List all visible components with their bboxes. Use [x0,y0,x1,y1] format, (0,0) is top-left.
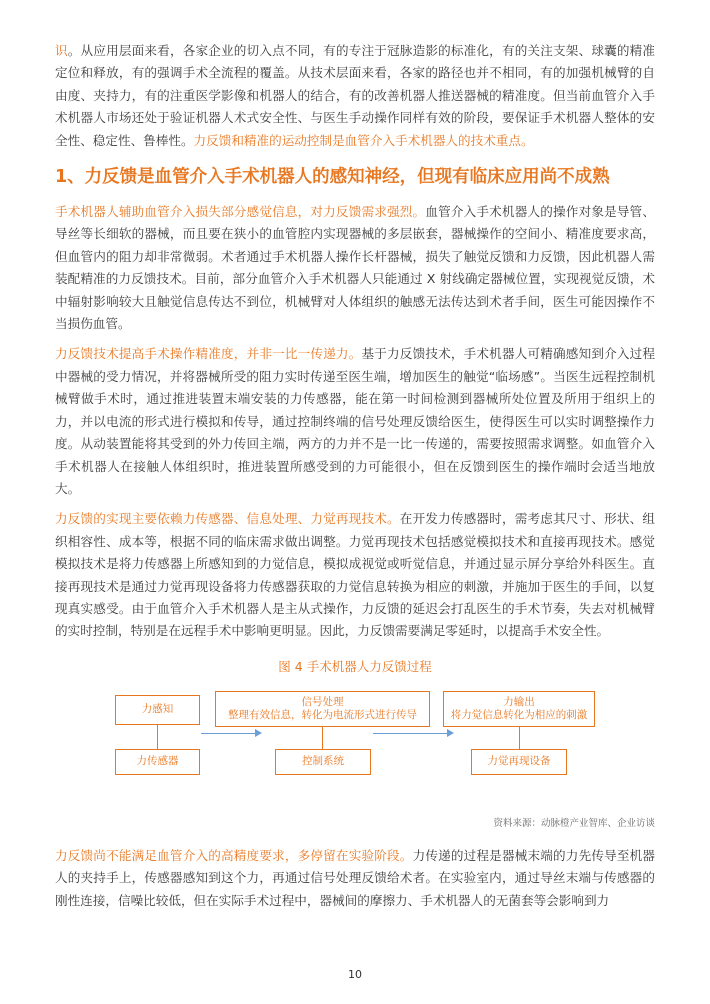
page-number: 10 [348,968,362,981]
connector-line [519,727,520,749]
arrow-line [373,733,447,734]
continued-char: 识 [55,43,68,58]
section-heading: 1、力反馈是血管介入手术机器人的感知神经，但现有临床应用尚不成熟 [55,167,610,188]
box-signal-processing [215,691,430,727]
paragraph-text: 在开发力传感器时，需考虑其尺寸、形状、组织相容性、成本等，根据不同的临床需求做出调整。力觉再现技术包括感觉模拟技术和直接再现技术。感觉模拟技术是将力传感器上所感知到的力觉信息，模拟成视觉或听觉信息，并通过显示屏分享给外科医生。直接再现技术是通过力觉再现设备将力传感器获取的力觉信息转换为相应的刺激，并施加于医生的手间，以复现真实感受。由于血管介入手术机器人是主从式操作，力反馈的延迟会打乱医生的手术节奏，失去对机械臂的实时控制，特别是在远程手术中影响更明显。因此，力反馈需要满足零延时，以提高手术安全性。 [55,511,656,639]
arrow-head-icon [255,729,262,737]
box-output-title: 力输出 [503,695,535,708]
connector-line [322,727,323,749]
paragraph-lead: 力反馈尚不能满足血管介入的高精度要求，多停留在实验阶段。 [55,847,413,863]
box-signal-title: 信号处理 [301,695,344,708]
arrow-line [201,733,255,734]
paragraph-intro [55,40,655,152]
box-force-sensor: 力传感器 [115,749,200,775]
paragraph-lead: 手术机器人辅助血管介入损失部分感觉信息，对力反馈需求强烈。 [55,204,426,220]
box-haptic-device: 力觉再现设备 [471,749,567,775]
paragraph-5 [55,845,655,912]
paragraph-text: 力传递的过程是器械末端的力先传导至机器人的夹持手上，传感器感知到这个力，再通过信号处理反馈给术者。在实验室内，通过导丝末端与传感器的刚性连接，信噪比较低，但在实际手术过程中，器械间的摩擦力、手术机器人的无菌套等会影响到力 [55,847,656,908]
paragraph-2 [55,201,655,335]
box-signal-desc: 整理有效信息，转化为电流形式进行传导 [228,708,417,721]
paragraph-3 [55,343,655,500]
highlight-sentence: 力反馈和精准的运动控制是血管介入手术机器人的技术重点。 [193,132,534,148]
box-force-output [443,691,595,727]
paragraph-text: 。从应用层面来看，各家企业的切入点不同，有的专注于冠脉造影的标准化，有的关注支架、球囊的精准定位和释放，有的强调手术全流程的覆盖。从技术层面来看，各家的路径也并不相同，有的加强机械臂的自由度、夹持力，有的注重医学影像和机器人的结合，有的改善机器人推送器械的精准度。但当前血管介入手术机器人市场还处于验证机器人术式安全性、与医生手动操作同样有效的阶段，要保证手术机器人整体的安全性、稳定性、鲁棒性。 [55,43,656,148]
figure-title: 图 4 手术机器人力反馈过程 [278,658,432,674]
paragraph-lead: 力反馈的实现主要依赖力传感器、信息处理、力觉再现技术。 [55,511,400,527]
paragraph-lead: 力反馈技术提高手术操作精准度，并非一比一传递力。 [55,346,362,362]
connector-line [157,725,158,749]
paragraph-4 [55,508,655,642]
figure-source: 资料来源：动脉橙产业智库、企业访谈 [493,817,655,829]
paragraph-text: 基于力反馈技术，手术机器人可精确感知到介入过程中器械的受力情况，并将器械所受的阻力实时传递至医生端，增加医生的触觉“临场感”。当医生远程控制机械臂做手术时，通过推进装置末端安装的力传感器，能在第一时间检测到器械所处位置及所用于组织上的力，并以电流的形式进行模拟和传导，通过控制终端的信号处理反馈给医生，使得医生可以实时调整操作力度。从动装置能将其受到的外力传回主端，两方的力并不是一比一传递的，需要按照需求调整。如血管介入手术机器人在接触人体组织时，推进装置所感受到的力可能很小，但在反馈到医生的操作端时会适当地放大。 [55,346,656,496]
box-control-system: 控制系统 [275,749,371,775]
box-force-sense: 力感知 [115,695,200,725]
force-feedback-diagram [55,687,655,805]
box-output-desc: 将力觉信息转化为相应的刺激 [450,708,588,721]
arrow-head-icon [447,729,454,737]
paragraph-text: 血管介入手术机器人的操作对象是导管、导丝等长细软的器械，而且要在狭小的血管腔内实现器械的多层嵌套，器械操作的空间小、精准度要求高，但血管内的阻力却非常微弱。术者通过手术机器人操作长杆器械，损失了触觉反馈和力反馈，因此机器人需装配精准的力反馈技术。目前，部分血管介入手术机器人只能通过 X 射线确定器械位置，实现视觉反馈，术中辐射影响较大且触觉信息传达不到位，机械臂对人体组织的触感无法传达到术者手间，医生可能因操作不当损伤血管。 [55,204,656,332]
document-page [55,40,655,912]
